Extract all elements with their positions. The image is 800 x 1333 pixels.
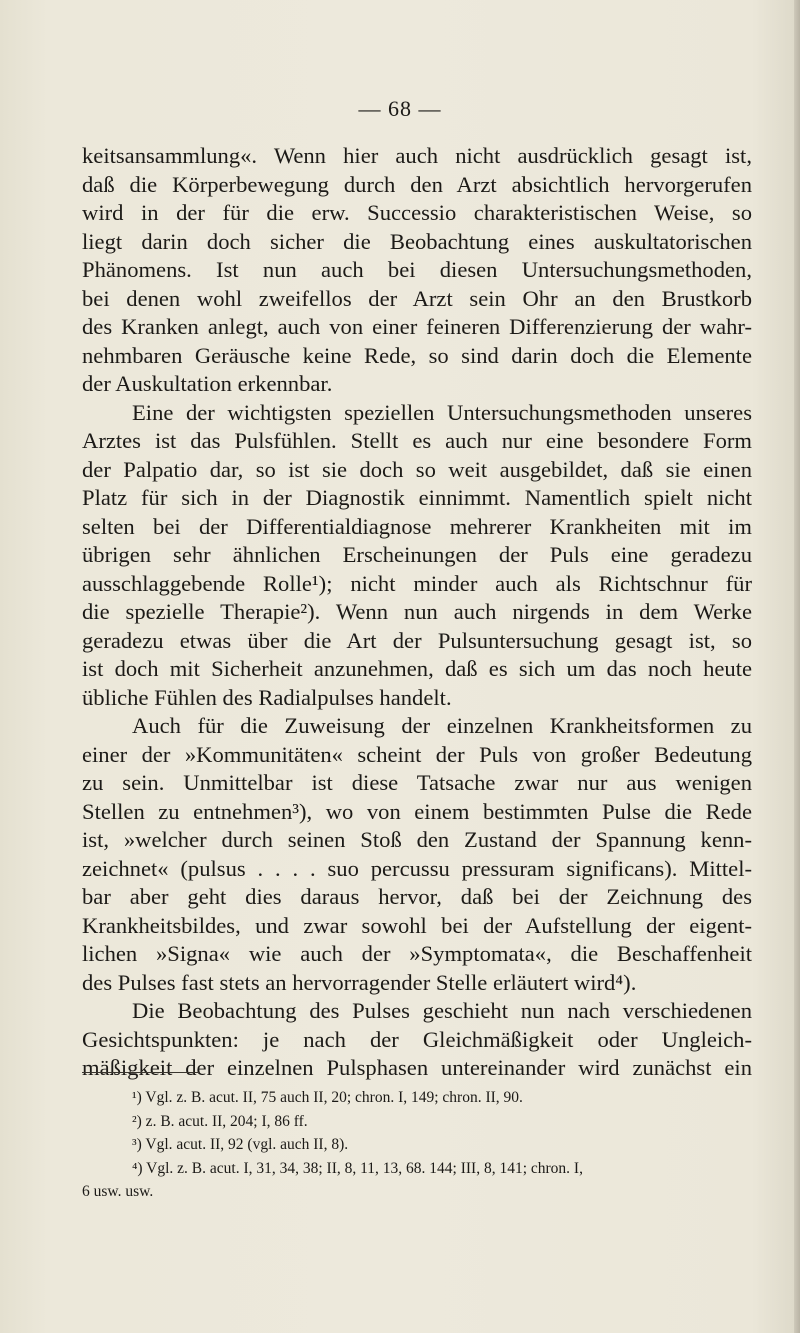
text-line: einer der »Kommunitäten« scheint der Puls von großer Bedeutung (82, 741, 752, 767)
footnote: ¹) Vgl. z. B. acut. II, 75 auch II, 20; chron. I, 149; chron. II, 90. (132, 1089, 523, 1106)
text-line: ist doch mit Sicherheit anzunehmen, daß es sich um das noch heute (82, 656, 752, 681)
text-line: wird in der für die erw. Successio charakteristischen Weise, so (82, 200, 752, 225)
text-line: zu sein. Unmittelbar ist diese Tatsache zwar nur aus wenigen (82, 770, 752, 795)
text-line: der Palpatio dar, so ist sie doch so weit ausgebildet, daß sie einen (82, 456, 752, 482)
text-line: mäßigkeit der einzelnen Pulsphasen untereinander wird zunächst ein (82, 1055, 752, 1080)
text-line: Arztes ist das Pulsfühlen. Stellt es auch nur eine besondere Form (82, 428, 752, 453)
footnote: ³) Vgl. acut. II, 92 (vgl. auch II, 8). (132, 1136, 349, 1153)
text-line: des Pulses fast stets an hervorragender Stelle erläutert wird⁴). (82, 969, 637, 995)
text-line: geradezu etwas über die Art der Pulsuntersuchung gesagt ist, so (82, 627, 752, 653)
text-line: bar aber geht dies daraus hervor, daß bei der Zeichnung des (82, 884, 752, 909)
text-line: Die Beobachtung des Pulses geschieht nun nach verschiedenen (132, 998, 752, 1023)
text-line: selten bei der Differentialdiagnose mehrerer Krankheiten mit im (82, 513, 752, 539)
text-line: liegt darin doch sicher die Beobachtung eines auskultatorischen (82, 228, 752, 254)
footnote: 6 usw. usw. (82, 1183, 154, 1200)
text-line: Stellen zu entnehmen³), wo von einem bestimmten Pulse die Rede (82, 798, 752, 824)
footnote-divider (82, 1072, 200, 1073)
text-line: bei denen wohl zweifellos der Arzt sein Ohr an den Brustkorb (82, 285, 752, 311)
text-line: zeichnet« (pulsus . . . . suo percussu pressuram significans). Mittel- (82, 855, 752, 881)
footnotes (82, 1086, 752, 1204)
text-line: Gesichtspunkten: je nach der Gleichmäßigkeit oder Ungleich- (82, 1026, 752, 1052)
text-line: der Auskultation erkennbar. (82, 371, 333, 396)
text-line: Eine der wichtigsten speziellen Untersuchungsmethoden unseres (132, 399, 752, 425)
text-line: Platz für sich in der Diagnostik einnimmt. Namentlich spielt nicht (82, 485, 752, 510)
text-line: ist, »welcher durch seinen Stoß den Zustand der Spannung kenn- (82, 827, 752, 852)
footnote: ⁴) Vgl. z. B. acut. I, 31, 34, 38; II, 8, 11, 13, 68. 144; III, 8, 141; chron. I, (132, 1159, 583, 1177)
text-line: Auch für die Zuweisung der einzelnen Krankheitsformen zu (132, 713, 752, 738)
body-text (82, 142, 752, 1083)
text-line: keitsansammlung«. Wenn hier auch nicht ausdrücklich gesagt ist, (82, 143, 752, 168)
text-line: des Kranken anlegt, auch von einer feineren Differenzierung der wahr- (82, 314, 752, 339)
text-line: nehmbaren Geräusche keine Rede, so sind darin doch die Elemente (82, 342, 752, 368)
text-line: daß die Körperbewegung durch den Arzt absichtlich hervorgerufen (82, 171, 752, 197)
page-number: — 68 — (358, 96, 442, 121)
text-line: übrigen sehr ähnlichen Erscheinungen der Puls eine geradezu (82, 542, 752, 567)
text-line: Krankheitsbildes, und zwar sowohl bei der Aufstellung der eigent- (82, 912, 752, 938)
text-line: lichen »Signa« wie auch der »Symptomata«, die Beschaffenheit (82, 941, 752, 966)
text-line: ausschlaggebende Rolle¹); nicht minder auch als Richtschnur für (82, 570, 752, 596)
page-edge (794, 0, 800, 1333)
text-line: übliche Fühlen des Radialpulses handelt. (82, 684, 452, 710)
footnote: ²) z. B. acut. II, 204; I, 86 ff. (132, 1112, 308, 1130)
text-line: die spezielle Therapie²). Wenn nun auch nirgends in dem Werke (82, 599, 752, 624)
text-line: Phänomens. Ist nun auch bei diesen Untersuchungsmethoden, (82, 257, 752, 282)
